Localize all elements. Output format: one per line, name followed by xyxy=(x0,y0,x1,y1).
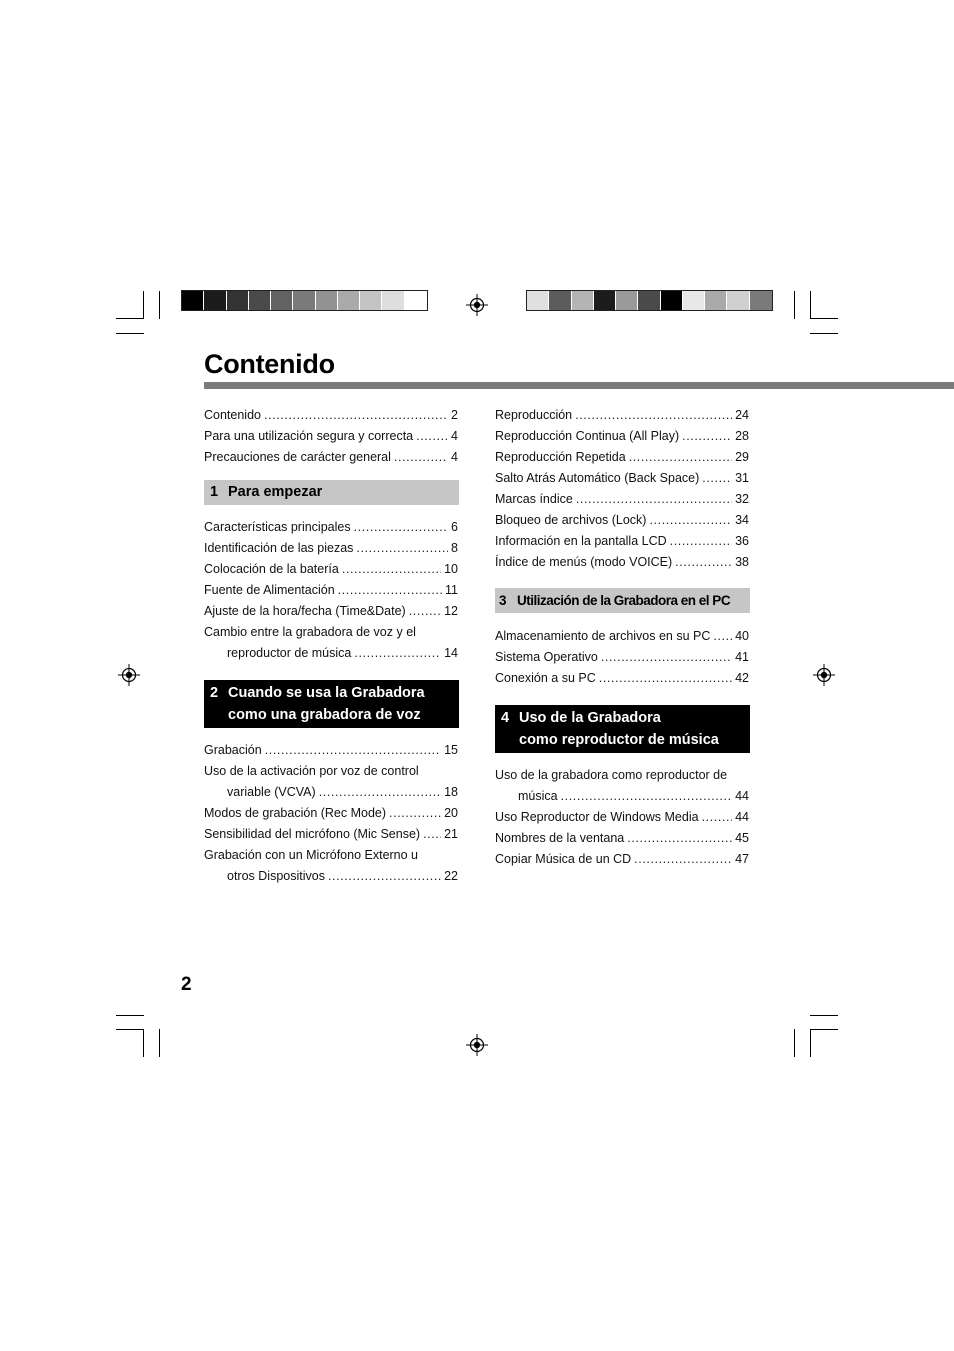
crop-mark xyxy=(116,333,144,334)
color-swatch xyxy=(705,291,727,310)
color-swatch xyxy=(360,291,382,310)
registration-target-icon xyxy=(466,294,488,316)
color-calibration-bar-right xyxy=(526,290,773,311)
color-swatch xyxy=(527,291,549,310)
registration-target-icon xyxy=(118,664,140,686)
crop-mark xyxy=(810,318,838,319)
section-heading-4: 4 Uso de la Grabadora como reproductor de música xyxy=(495,705,750,753)
crop-mark xyxy=(116,1029,144,1030)
toc-entry[interactable]: Uso de la grabadora como reproductor de xyxy=(495,768,728,782)
color-swatch xyxy=(594,291,616,310)
toc-entry[interactable]: Ajuste de la hora/fecha (Time&Date) ..... 12 xyxy=(204,601,458,622)
toc-entry-continued[interactable]: variable (VCVA) ..... 18 xyxy=(204,782,458,803)
toc-left-column xyxy=(204,405,458,468)
color-swatch xyxy=(227,291,249,310)
crop-mark xyxy=(143,291,144,319)
color-swatch xyxy=(204,291,226,310)
toc-entry[interactable]: Contenido ..... 2 xyxy=(204,405,458,426)
toc-section4-list xyxy=(495,765,749,870)
toc-entry-continued[interactable]: otros Dispositivos ..... 22 xyxy=(204,866,458,887)
toc-entry-continued[interactable]: música ..... 44 xyxy=(495,786,749,807)
toc-entry[interactable]: Características principales ..... 6 xyxy=(204,517,458,538)
crop-mark xyxy=(116,1015,144,1016)
color-swatch xyxy=(249,291,271,310)
toc-entry[interactable]: Almacenamiento de archivos en su PC ..... 40 xyxy=(495,626,749,647)
toc-entry[interactable]: Nombres de la ventana ..... 45 xyxy=(495,828,749,849)
color-swatch xyxy=(293,291,315,310)
color-swatch xyxy=(382,291,404,310)
color-swatch xyxy=(316,291,338,310)
title-rule xyxy=(204,382,954,389)
crop-mark xyxy=(810,1029,811,1057)
color-swatch xyxy=(683,291,705,310)
page-number: 2 xyxy=(181,974,192,995)
color-swatch xyxy=(271,291,293,310)
toc-entry[interactable]: Información en la pantalla LCD ..... 36 xyxy=(495,531,749,552)
toc-entry[interactable]: Para una utilización segura y correcta ..... 4 xyxy=(204,426,458,447)
toc-entry[interactable]: Sensibilidad del micrófono (Mic Sense) ..... 21 xyxy=(204,824,458,845)
color-swatch xyxy=(405,291,427,310)
toc-entry[interactable]: Precauciones de carácter general ..... 4 xyxy=(204,447,458,468)
toc-entry[interactable]: Uso Reproductor de Windows Media ..... 44 xyxy=(495,807,749,828)
crop-mark xyxy=(810,291,811,319)
page-title: Contenido xyxy=(204,349,335,379)
toc-entry[interactable]: Fuente de Alimentación ..... 11 xyxy=(204,580,458,601)
toc-intro-list xyxy=(204,405,458,468)
crop-mark xyxy=(794,1029,795,1057)
toc-entry[interactable]: Sistema Operativo ..... 41 xyxy=(495,647,749,668)
color-calibration-bar-left xyxy=(181,290,428,311)
toc-entry[interactable]: Cambio entre la grabadora de voz y el xyxy=(204,625,416,639)
toc-entry[interactable]: Copiar Música de un CD ..... 47 xyxy=(495,849,749,870)
toc-entry[interactable]: Colocación de la batería ..... 10 xyxy=(204,559,458,580)
crop-mark xyxy=(159,1029,160,1057)
color-swatch xyxy=(616,291,638,310)
registration-target-icon xyxy=(466,1034,488,1056)
toc-entry[interactable]: Marcas índice ..... 32 xyxy=(495,489,749,510)
color-swatch xyxy=(549,291,571,310)
toc-entry[interactable]: Identificación de las piezas ..... 8 xyxy=(204,538,458,559)
crop-mark xyxy=(143,1029,144,1057)
crop-mark xyxy=(810,1015,838,1016)
toc-entry[interactable]: Reproducción ..... 24 xyxy=(495,405,749,426)
toc-entry[interactable]: Índice de menús (modo VOICE) ..... 38 xyxy=(495,552,749,573)
section-heading-1: 1 Para empezar xyxy=(204,480,459,505)
crop-mark xyxy=(810,333,838,334)
section-heading-2: 2 Cuando se usa la Grabadora como una grabadora de voz xyxy=(204,680,459,728)
crop-mark xyxy=(159,291,160,319)
crop-mark xyxy=(810,1029,838,1030)
crop-mark xyxy=(794,291,795,319)
toc-entry[interactable]: Grabación ..... 15 xyxy=(204,740,458,761)
toc-entry[interactable]: Grabación con un Micrófono Externo u xyxy=(204,848,419,862)
crop-mark xyxy=(116,318,144,319)
toc-entry[interactable]: Conexión a su PC ..... 42 xyxy=(495,668,749,689)
toc-playback-list xyxy=(495,405,749,573)
toc-entry[interactable]: Reproducción Continua (All Play) ..... 28 xyxy=(495,426,749,447)
color-swatch xyxy=(661,291,683,310)
toc-entry[interactable]: Uso de la activación por voz de control xyxy=(204,764,419,778)
toc-entry-continued[interactable]: reproductor de música ..... 14 xyxy=(204,643,458,664)
color-swatch xyxy=(572,291,594,310)
color-swatch xyxy=(182,291,204,310)
toc-entry[interactable]: Bloqueo de archivos (Lock) ..... 34 xyxy=(495,510,749,531)
toc-section3-list xyxy=(495,626,749,689)
toc-entry[interactable]: Modos de grabación (Rec Mode) ..... 20 xyxy=(204,803,458,824)
color-swatch xyxy=(338,291,360,310)
color-swatch xyxy=(727,291,749,310)
section-heading-3: 3 Utilización de la Grabadora en el PC xyxy=(495,588,750,613)
color-swatch xyxy=(638,291,660,310)
color-swatch xyxy=(750,291,772,310)
toc-entry[interactable]: Salto Atrás Automático (Back Space) ..... 31 xyxy=(495,468,749,489)
toc-section2-list xyxy=(204,740,458,887)
registration-target-icon xyxy=(813,664,835,686)
toc-section1-list xyxy=(204,517,458,664)
toc-entry[interactable]: Reproducción Repetida ..... 29 xyxy=(495,447,749,468)
